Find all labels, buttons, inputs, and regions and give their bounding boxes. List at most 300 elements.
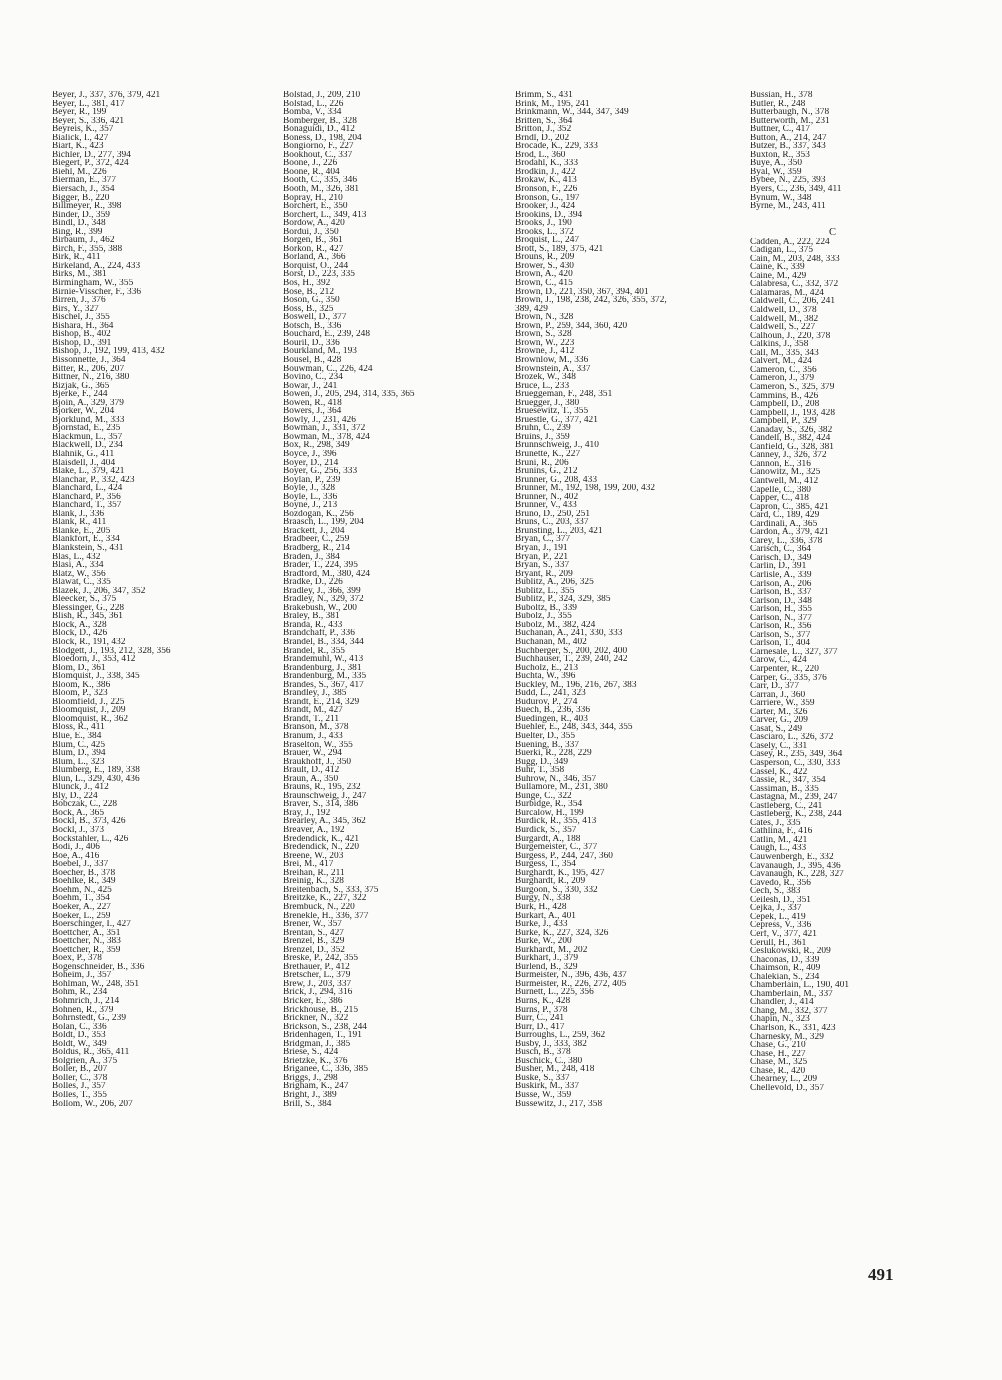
index-entry: Burr, C., 241 bbox=[515, 1014, 565, 1023]
index-entry: Bockl, J., 373 bbox=[52, 826, 105, 835]
index-entry: Brandenburg, J., 381 bbox=[283, 663, 362, 673]
index-entry: Bishara, H., 364 bbox=[52, 321, 114, 331]
index-entry: Birk, R., 411 bbox=[52, 253, 101, 262]
index-entry: Brokaw, K., 413 bbox=[515, 176, 577, 186]
index-entry: Cauwenbergh, E., 332 bbox=[750, 853, 834, 862]
index-entry: Burnett, L., 225, 356 bbox=[515, 988, 594, 997]
index-entry: Canney, J., 326, 372 bbox=[750, 451, 827, 460]
index-entry: Blanchard, T., 357 bbox=[52, 501, 122, 510]
index-entry: Burns, P., 378 bbox=[515, 1005, 568, 1015]
index-entry: Chaconas, D., 339 bbox=[750, 955, 820, 965]
index-entry: Carow, C., 424 bbox=[750, 656, 807, 665]
index-entry: Campbell, P., 329 bbox=[750, 417, 817, 426]
index-entry: Boller, B., 207 bbox=[52, 1065, 108, 1074]
index-entry: Brimm, S., 431 bbox=[515, 91, 573, 100]
index-entry: Bruno, D., 250, 251 bbox=[515, 509, 591, 519]
index-entry: Cassel, K., 422 bbox=[750, 767, 808, 777]
index-entry: Burghardt, K., 195, 427 bbox=[515, 868, 605, 878]
index-entry: Braver, S., 314, 386 bbox=[283, 800, 359, 809]
index-entry: Canfield, G., 328, 381 bbox=[750, 442, 834, 452]
index-entry: Busher, M., 248, 418 bbox=[515, 1065, 595, 1074]
index-entry: Bogenschneider, B., 336 bbox=[52, 962, 145, 972]
index-entry: Cavanaugh, K., 228, 327 bbox=[750, 870, 844, 879]
index-entry: Bybee, N., 225, 393 bbox=[750, 176, 826, 186]
index-entry: Brandt, M., 427 bbox=[283, 706, 343, 715]
index-entry: Brentan, S., 427 bbox=[283, 928, 344, 938]
index-entry: Bjornstad, E., 235 bbox=[52, 424, 121, 433]
index-entry: Bublitz, L., 355 bbox=[515, 586, 575, 596]
index-entry: Biegert, P., 372, 424 bbox=[52, 159, 129, 168]
index-entry: Brower, S., 430 bbox=[515, 261, 574, 271]
index-entry: Birmingham, W., 355 bbox=[52, 279, 134, 288]
index-entry: Chalekian, S., 234 bbox=[750, 972, 820, 982]
index-entry: Briese, S., 424 bbox=[283, 1048, 339, 1057]
index-entry: Braukhoff, J., 350 bbox=[283, 757, 352, 767]
index-entry: Bray, J., 192 bbox=[283, 808, 331, 818]
index-entry: Brault, D., 412 bbox=[283, 766, 340, 775]
index-entry: Brooker, J., 424 bbox=[515, 202, 576, 211]
index-entry: Breitenbach, S., 333, 375 bbox=[283, 885, 379, 895]
index-entry: Bowly, J., 231, 426 bbox=[283, 415, 356, 425]
index-entry: Bose, B., 212 bbox=[283, 287, 335, 297]
index-entry: Bridenhagen, T., 191 bbox=[283, 1031, 362, 1040]
index-entry: Brietzke, K., 376 bbox=[283, 1056, 348, 1066]
index-entry: Buerki, R., 228, 229 bbox=[515, 749, 592, 758]
index-entry: Brembuck, N., 220 bbox=[283, 902, 355, 912]
index-entry: Chase, R., 420 bbox=[750, 1066, 806, 1076]
index-entry: Bublitz, P., 324, 329, 385 bbox=[515, 595, 611, 604]
index-entry: Bischel, J., 355 bbox=[52, 313, 110, 322]
index-entry: Bishop, J., 192, 199, 413, 432 bbox=[52, 347, 165, 356]
index-entry: Brunsting, L., 203, 421 bbox=[515, 526, 603, 536]
index-entry: Boyne, J., 213 bbox=[283, 501, 338, 510]
index-entry: Cadden, A., 222, 224 bbox=[750, 237, 830, 247]
index-entry: Boyer, G., 256, 333 bbox=[283, 467, 358, 476]
index-entry: Cepek, L., 419 bbox=[750, 912, 806, 922]
index-entry: Candell, B., 382, 424 bbox=[750, 434, 831, 443]
index-entry: Charnesky, M., 329 bbox=[750, 1032, 824, 1042]
index-entry: Birks, M., 381 bbox=[52, 270, 107, 280]
index-entry: Borchert, L., 349, 413 bbox=[283, 210, 367, 220]
index-entry: Bouwman, C., 226, 424 bbox=[283, 364, 373, 374]
index-entry: Burr, D., 417 bbox=[515, 1022, 565, 1032]
index-entry: Brandchaft, P., 336 bbox=[283, 629, 355, 638]
index-entry: Block, R., 191, 432 bbox=[52, 638, 126, 647]
index-entry: Carlson, H., 355 bbox=[750, 605, 813, 614]
index-entry: Bishop, D., 391 bbox=[52, 338, 112, 348]
index-entry: Caine, K., 339 bbox=[750, 263, 805, 272]
index-entry: Burcalow, H., 199 bbox=[515, 808, 584, 818]
index-entry: Brandt, T., 211 bbox=[283, 714, 340, 724]
index-entry: Bradberg, R., 214 bbox=[283, 543, 351, 553]
index-entry: Bowman, J., 331, 372 bbox=[283, 424, 366, 433]
index-entry: Bollom, W., 206, 207 bbox=[52, 1099, 133, 1109]
index-entry: Bohm, R., 234 bbox=[52, 988, 108, 997]
index-entry: Brickhouse, B., 215 bbox=[283, 1005, 359, 1015]
index-entry: Byers, C., 236, 349, 411 bbox=[750, 185, 842, 194]
index-column-3 bbox=[515, 91, 740, 1108]
index-entry: Bradford, M., 380, 424 bbox=[283, 569, 371, 579]
index-entry: Bialick, I., 427 bbox=[52, 133, 109, 143]
index-entry: Branda, R., 433 bbox=[283, 620, 343, 630]
index-entry: Brown, P., 259, 344, 360, 420 bbox=[515, 321, 628, 331]
index-entry: Blomquist, J., 338, 345 bbox=[52, 672, 140, 681]
index-entry: Briganee, C., 336, 385 bbox=[283, 1065, 369, 1074]
index-entry: Brndl, D., 202 bbox=[515, 133, 570, 143]
index-entry: Boller, C., 378 bbox=[52, 1073, 108, 1083]
index-entry: Casey, R., 235, 349, 364 bbox=[750, 750, 843, 760]
index-entry: Blanchar, P., 332, 423 bbox=[52, 475, 135, 485]
index-entry: Buchanan, A., 241, 330, 333 bbox=[515, 629, 623, 638]
index-entry: Carver, G., 209 bbox=[750, 716, 808, 725]
index-entry: Cameron, J., 379 bbox=[750, 374, 815, 383]
index-entry: Brocade, K., 229, 333 bbox=[515, 142, 598, 151]
index-entry: Boone, J., 226 bbox=[283, 159, 338, 168]
index-entry: Block, D., 426 bbox=[52, 629, 108, 638]
index-entry: Brakebush, W., 200 bbox=[283, 603, 357, 613]
index-entry: Boehm, N., 425 bbox=[52, 885, 112, 895]
index-entry: Bruhn, C., 239 bbox=[515, 424, 571, 433]
index-entry: Brown, A., 420 bbox=[515, 270, 573, 280]
index-entry: Brown, J., 198, 238, 242, 326, 355, 372, bbox=[515, 296, 667, 305]
index-entry: Calabresa, C., 332, 372 bbox=[750, 280, 839, 289]
index-entry: Castleberg, K., 238, 244 bbox=[750, 810, 842, 819]
index-entry: Breitzke, K., 227, 322 bbox=[283, 894, 367, 903]
index-entry: Carlin, D., 391 bbox=[750, 562, 807, 571]
index-entry: Bruegger, J., 380 bbox=[515, 398, 580, 408]
index-entry: Brandt, E., 214, 329 bbox=[283, 697, 360, 707]
index-entry: Carriere, W., 359 bbox=[750, 699, 815, 708]
index-entry: Breihan, R., 211 bbox=[283, 868, 345, 878]
index-entry: Calkins, J., 358 bbox=[750, 340, 809, 349]
index-entry: Braun, A., 350 bbox=[283, 774, 339, 784]
index-entry: Borgen, B., 361 bbox=[283, 236, 343, 245]
index-entry: Brink, M., 195, 241 bbox=[515, 99, 590, 109]
index-entry: Cassiman, B., 335 bbox=[750, 784, 819, 794]
index-entry: Bierman, E., 377 bbox=[52, 176, 117, 186]
index-entry: Bomberger, B., 328 bbox=[283, 116, 357, 126]
index-entry: Brownlow, M., 336 bbox=[515, 355, 589, 365]
index-entry: Burgardt, A., 188 bbox=[515, 834, 581, 844]
index-entry: Birs, Y., 327 bbox=[52, 304, 99, 314]
index-entry: Burroughs, L., 259, 362 bbox=[515, 1031, 606, 1040]
index-entry: Burkart, A., 401 bbox=[515, 911, 576, 921]
index-entry: Chandler, J., 414 bbox=[750, 998, 814, 1007]
index-entry: Bucholz, E., 213 bbox=[515, 663, 579, 673]
index-entry: Burgemeister, C., 377 bbox=[515, 843, 598, 852]
index-entry: Bowen, R., 418 bbox=[283, 398, 342, 408]
index-entry: Brick, J., 294, 316 bbox=[283, 988, 353, 997]
index-entry: Brigham, K., 247 bbox=[283, 1082, 349, 1091]
index-entry: Burlend, B., 329 bbox=[515, 962, 578, 972]
index-entry: Cerull, H., 361 bbox=[750, 938, 807, 948]
index-entry: Carran, J., 360 bbox=[750, 690, 806, 700]
index-entry: Carlson, A., 206 bbox=[750, 579, 812, 589]
index-entry: Bolgrien, A., 375 bbox=[52, 1056, 118, 1066]
index-entry: Brooks, J., 190 bbox=[515, 219, 572, 228]
index-entry: Bynum, W., 348 bbox=[750, 193, 812, 203]
index-entry: Bublitz, A., 206, 325 bbox=[515, 578, 594, 587]
index-entry: Buehler, E., 248, 343, 344, 355 bbox=[515, 723, 633, 733]
index-entry: Boyle, L., 336 bbox=[283, 492, 338, 502]
index-entry: Blum, D., 394 bbox=[52, 749, 106, 758]
index-entry: Breinig, K., 328 bbox=[283, 877, 344, 886]
index-entry: Beyer, R., 199 bbox=[52, 108, 107, 117]
index-entry: Brown, C., 415 bbox=[515, 279, 573, 288]
index-entry: Carlson, N., 377 bbox=[750, 613, 813, 623]
index-entry: Bjorklund, M., 333 bbox=[52, 415, 125, 425]
index-entry: Blum, L., 323 bbox=[52, 757, 105, 767]
index-entry: Cerf, V., 377, 421 bbox=[750, 929, 817, 939]
index-entry: Bolan, C., 336 bbox=[52, 1022, 107, 1032]
index-entry: Blanke, E., 205 bbox=[52, 526, 111, 536]
index-entry: Boehlke, R., 349 bbox=[52, 877, 116, 886]
index-entry: Braselton, W., 355 bbox=[283, 740, 353, 750]
index-entry: Brandemuhl, W., 413 bbox=[283, 655, 364, 664]
index-entry: Brei, M., 417 bbox=[283, 860, 334, 869]
index-entry: Butterbaugh, N., 378 bbox=[750, 108, 830, 117]
index-entry: Borland, A., 366 bbox=[283, 253, 346, 262]
index-entry: Boyer, D., 214 bbox=[283, 458, 339, 468]
index-entry: Bugg, D., 349 bbox=[515, 757, 569, 767]
index-entry: Boylan, P., 239 bbox=[283, 475, 341, 485]
index-entry: Bretscher, L., 379 bbox=[283, 971, 351, 980]
index-entry: Brouns, R., 209 bbox=[515, 253, 575, 262]
index-entry: Bloedorn, J., 353, 412 bbox=[52, 655, 136, 664]
index-entry: Block, A., 328 bbox=[52, 620, 107, 630]
index-entry: Brod, L., 360 bbox=[515, 150, 566, 160]
index-entry: Borquist, O., 244 bbox=[283, 261, 349, 271]
index-entry: Bussewitz, J., 217, 358 bbox=[515, 1099, 603, 1109]
index-entry: Blanchard, P., 356 bbox=[52, 492, 121, 502]
index-entry: Boheim, J., 357 bbox=[52, 971, 112, 980]
index-entry: Blawat, C., 335 bbox=[52, 578, 111, 587]
index-entry: Buhr, T., 358 bbox=[515, 766, 565, 775]
index-entry: Boeker, L., 259 bbox=[52, 911, 111, 921]
index-entry: Boex, P., 378 bbox=[52, 954, 102, 963]
index-entry: Blue, E., 384 bbox=[52, 732, 102, 741]
index-entry: Bruns, C., 203, 337 bbox=[515, 518, 589, 527]
index-entry: Carpenter, R., 220 bbox=[750, 665, 819, 674]
index-entry: Bjerke, F., 244 bbox=[52, 390, 108, 399]
index-entry: Briggs, J., 298 bbox=[283, 1073, 338, 1083]
index-entry: Carnesale, L., 327, 377 bbox=[750, 647, 838, 657]
index-entry: Brew, J., 203, 337 bbox=[283, 979, 352, 989]
index-entry: Boss, B., 325 bbox=[283, 304, 334, 314]
index-entry: Bousel, B., 428 bbox=[283, 355, 342, 365]
index-entry: Braunschweig, J., 247 bbox=[283, 791, 367, 801]
index-entry: Ceilesh, D., 351 bbox=[750, 895, 811, 905]
index-entry: Casciaro, L., 326, 372 bbox=[750, 733, 834, 742]
index-entry: Brauns, R., 195, 232 bbox=[283, 783, 361, 792]
index-entry: Cepress, V., 336 bbox=[750, 921, 812, 930]
index-entry: Brethauer, P., 412 bbox=[283, 962, 350, 972]
index-entry: Breene, W., 203 bbox=[283, 851, 344, 861]
index-entry: Bovino, C., 234 bbox=[283, 373, 343, 382]
index-entry: Brown, D., 221, 350, 367, 394, 401 bbox=[515, 287, 649, 297]
index-entry: Bishop, B., 402 bbox=[52, 330, 111, 339]
index-entry: Caine, M., 429 bbox=[750, 271, 807, 281]
index-entry: Branson, M., 378 bbox=[283, 723, 349, 733]
index-entry: Broquist, L., 247 bbox=[515, 236, 580, 245]
index-entry: Chearney, L., 209 bbox=[750, 1075, 818, 1084]
index-entry: Bolles, T., 355 bbox=[52, 1090, 107, 1100]
index-entry: Cardinali, A., 365 bbox=[750, 519, 818, 529]
index-entry: Caldwell, D., 378 bbox=[750, 306, 817, 315]
index-entry: Cameron, C., 356 bbox=[750, 365, 817, 375]
index-entry: Chapin, N., 323 bbox=[750, 1015, 810, 1024]
index-entry: Beyreis, K., 357 bbox=[52, 125, 114, 134]
index-entry: Blackwell, D., 234 bbox=[52, 441, 123, 450]
index-entry: Billmeyer, R., 398 bbox=[52, 202, 122, 211]
index-entry: Burkhardt, M., 202 bbox=[515, 945, 588, 955]
index-entry: Bissonnette, J., 364 bbox=[52, 355, 126, 365]
index-entry: Bozdogan, K., 256 bbox=[283, 509, 354, 519]
index-entry: Byal, W., 359 bbox=[750, 167, 802, 177]
index-entry: Borst, D., 223, 335 bbox=[283, 270, 355, 280]
index-entry: Bjorker, W., 204 bbox=[52, 407, 115, 416]
index-entry: Boehm, T., 354 bbox=[52, 894, 110, 903]
index-entry: Blas, L., 432 bbox=[52, 552, 101, 562]
index-entry: Button, A., 214, 247 bbox=[750, 133, 827, 143]
index-entry: Boettcher, N., 383 bbox=[52, 937, 121, 946]
index-entry: Brearley, A., 345, 362 bbox=[283, 817, 366, 827]
index-entry: Casat, S., 249 bbox=[750, 724, 803, 734]
index-entry: Blun, L., 329, 430, 436 bbox=[52, 774, 140, 784]
index-entry: Braley, B., 381 bbox=[283, 612, 340, 621]
section-letter: C bbox=[828, 227, 837, 238]
index-entry: Bolles, J., 357 bbox=[52, 1082, 106, 1091]
index-entry: Bizjak, G., 365 bbox=[52, 381, 110, 391]
index-entry: Brenzel, D., 352 bbox=[283, 945, 345, 955]
index-entry: Beyer, S., 336, 421 bbox=[52, 116, 125, 126]
index-entry: Boldt, W., 349 bbox=[52, 1039, 107, 1049]
index-entry: Blankstein, S., 431 bbox=[52, 543, 124, 553]
index-entry: Call, M., 335, 343 bbox=[750, 348, 819, 358]
index-entry: Carlson, D., 348 bbox=[750, 596, 813, 606]
index-entry: Brener, W., 357 bbox=[283, 920, 342, 929]
index-entry: Buske, S., 337 bbox=[515, 1073, 570, 1083]
index-entry: Brodahl, K., 333 bbox=[515, 159, 579, 168]
index-entry: Burgoon, S., 330, 332 bbox=[515, 885, 598, 895]
index-entry: Braasch, L., 199, 204 bbox=[283, 518, 364, 527]
index-entry: Bouchard, E., 239, 248 bbox=[283, 330, 371, 339]
index-entry: Burdick, S., 357 bbox=[515, 826, 577, 835]
index-entry: Biehl, M., 226 bbox=[52, 167, 107, 177]
index-entry: Boldus, R., 365, 411 bbox=[52, 1048, 130, 1057]
index-entry: Carisch, D., 349 bbox=[750, 553, 812, 563]
index-entry: Bruni, R., 206 bbox=[515, 458, 569, 468]
index-entry: Canaday, S., 326, 382 bbox=[750, 425, 833, 435]
index-entry: Booth, M., 326, 381 bbox=[283, 185, 360, 194]
index-entry: Burk, H., 428 bbox=[515, 902, 567, 912]
index-entry: Chang, M., 332, 377 bbox=[750, 1006, 828, 1016]
index-entry: Burmeister, R., 226, 272, 405 bbox=[515, 979, 627, 989]
index-entry: Buxton, R., 353 bbox=[750, 150, 810, 160]
index-entry: Brandley, J., 385 bbox=[283, 689, 347, 698]
index-entry: Chase, G., 210 bbox=[750, 1041, 806, 1050]
index-entry: Butler, R., 248 bbox=[750, 99, 806, 109]
index-entry: Butzer, B., 337, 343 bbox=[750, 142, 826, 151]
index-entry: Bouril, D., 336 bbox=[283, 338, 340, 348]
index-entry: Capron, C., 385, 421 bbox=[750, 502, 829, 512]
index-entry: Bloomquist, J., 209 bbox=[52, 706, 126, 715]
index-entry: Boeker, A., 227 bbox=[52, 902, 111, 912]
index-entry: Burgess, P., 244, 247, 360 bbox=[515, 851, 613, 861]
index-entry: Brunner, M., 192, 198, 199, 200, 432 bbox=[515, 484, 656, 493]
index-entry: Carisch, C., 364 bbox=[750, 545, 811, 554]
index-entry: Bowen, J., 205, 294, 314, 335, 365 bbox=[283, 390, 415, 399]
index-entry: Casely, C., 331 bbox=[750, 741, 808, 751]
index-entry: Bordow, A., 420 bbox=[283, 219, 345, 228]
index-entry: Bruce, L., 233 bbox=[515, 381, 570, 391]
index-entry: Campbell, J., 193, 428 bbox=[750, 408, 836, 418]
index-entry: Brickner, N., 322 bbox=[283, 1014, 349, 1023]
index-entry: Brickson, S., 238, 244 bbox=[283, 1022, 367, 1032]
index-entry: Brandel, B., 334, 344 bbox=[283, 638, 364, 647]
index-entry: Blankfort, E., 334 bbox=[52, 535, 120, 544]
index-entry: Chellevold, D., 357 bbox=[750, 1083, 825, 1093]
index-entry: Boecher, B., 378 bbox=[52, 868, 116, 878]
index-entry: Cadigan, L., 375 bbox=[750, 246, 814, 255]
index-entry: Brackett, J., 204 bbox=[283, 526, 345, 536]
index-entry: Birkeland, A., 224, 433 bbox=[52, 261, 141, 271]
index-entry: Cathlina, F., 416 bbox=[750, 827, 813, 836]
index-entry: Buttner, C., 417 bbox=[750, 125, 811, 134]
index-entry: Bright, J., 389 bbox=[283, 1090, 337, 1100]
index-entry: Blessinger, G., 228 bbox=[52, 603, 125, 613]
index-entry: Buchberger, S., 200, 202, 400 bbox=[515, 646, 628, 656]
index-entry: Brunner, V., 433 bbox=[515, 501, 577, 510]
index-entry: Chase, H., 227 bbox=[750, 1049, 806, 1059]
index-entry: Carter, M., 326 bbox=[750, 707, 808, 717]
index-entry: Brozek, W., 348 bbox=[515, 373, 576, 382]
index-entry: Brunner, N., 402 bbox=[515, 492, 579, 502]
index-entry: Blish, R., 345, 361 bbox=[52, 612, 123, 621]
index-entry: Bryan, P., 221 bbox=[515, 552, 569, 562]
index-entry: Bredendick, N., 220 bbox=[283, 843, 360, 852]
index-entry: Blank, R., 411 bbox=[52, 518, 107, 527]
index-entry: Bryan, J., 191 bbox=[515, 543, 568, 553]
index-entry: Bryant, R., 209 bbox=[515, 569, 573, 579]
index-entry: Breaver, A., 192 bbox=[283, 826, 345, 835]
index-entry: Carper, G., 335, 376 bbox=[750, 673, 827, 683]
index-entry: Brown, W., 223 bbox=[515, 338, 575, 348]
index-entry: Carey, L., 336, 378 bbox=[750, 536, 823, 546]
index-entry: Biart, K., 423 bbox=[52, 142, 104, 151]
index-entry: Brueggeman, F., 248, 351 bbox=[515, 390, 613, 399]
index-entry: Busse, W., 359 bbox=[515, 1090, 572, 1100]
index-entry: Cannon, E., 316 bbox=[750, 459, 811, 469]
index-column-2 bbox=[283, 91, 508, 1108]
index-entry: Binder, D., 359 bbox=[52, 210, 110, 220]
index-entry: Bohlman, W., 248, 351 bbox=[52, 979, 140, 989]
index-entry: Britten, S., 364 bbox=[515, 116, 573, 126]
index-entry: Burke, W., 200 bbox=[515, 937, 572, 946]
index-entry: Burgy, N., 338 bbox=[515, 894, 571, 903]
index-entry: Breske, P., 242, 355 bbox=[283, 954, 359, 963]
index-entry: Cech, S., 383 bbox=[750, 887, 801, 896]
index-entry: Brunnschweig, J., 410 bbox=[515, 441, 599, 450]
index-entry: Bitter, R., 206, 207 bbox=[52, 364, 125, 374]
index-entry: Brinkmann, W., 344, 347, 349 bbox=[515, 108, 629, 117]
index-entry: Blodgett, J., 193, 212, 328, 356 bbox=[52, 646, 171, 656]
index-entry: Brill, S., 384 bbox=[283, 1099, 332, 1109]
index-entry: Buboltz, B., 339 bbox=[515, 603, 578, 613]
index-entry: Brownstein, A., 337 bbox=[515, 364, 591, 374]
index-entry: Boebel, J., 337 bbox=[52, 860, 109, 869]
index-entry: Bubolz, J., 355 bbox=[515, 612, 572, 621]
